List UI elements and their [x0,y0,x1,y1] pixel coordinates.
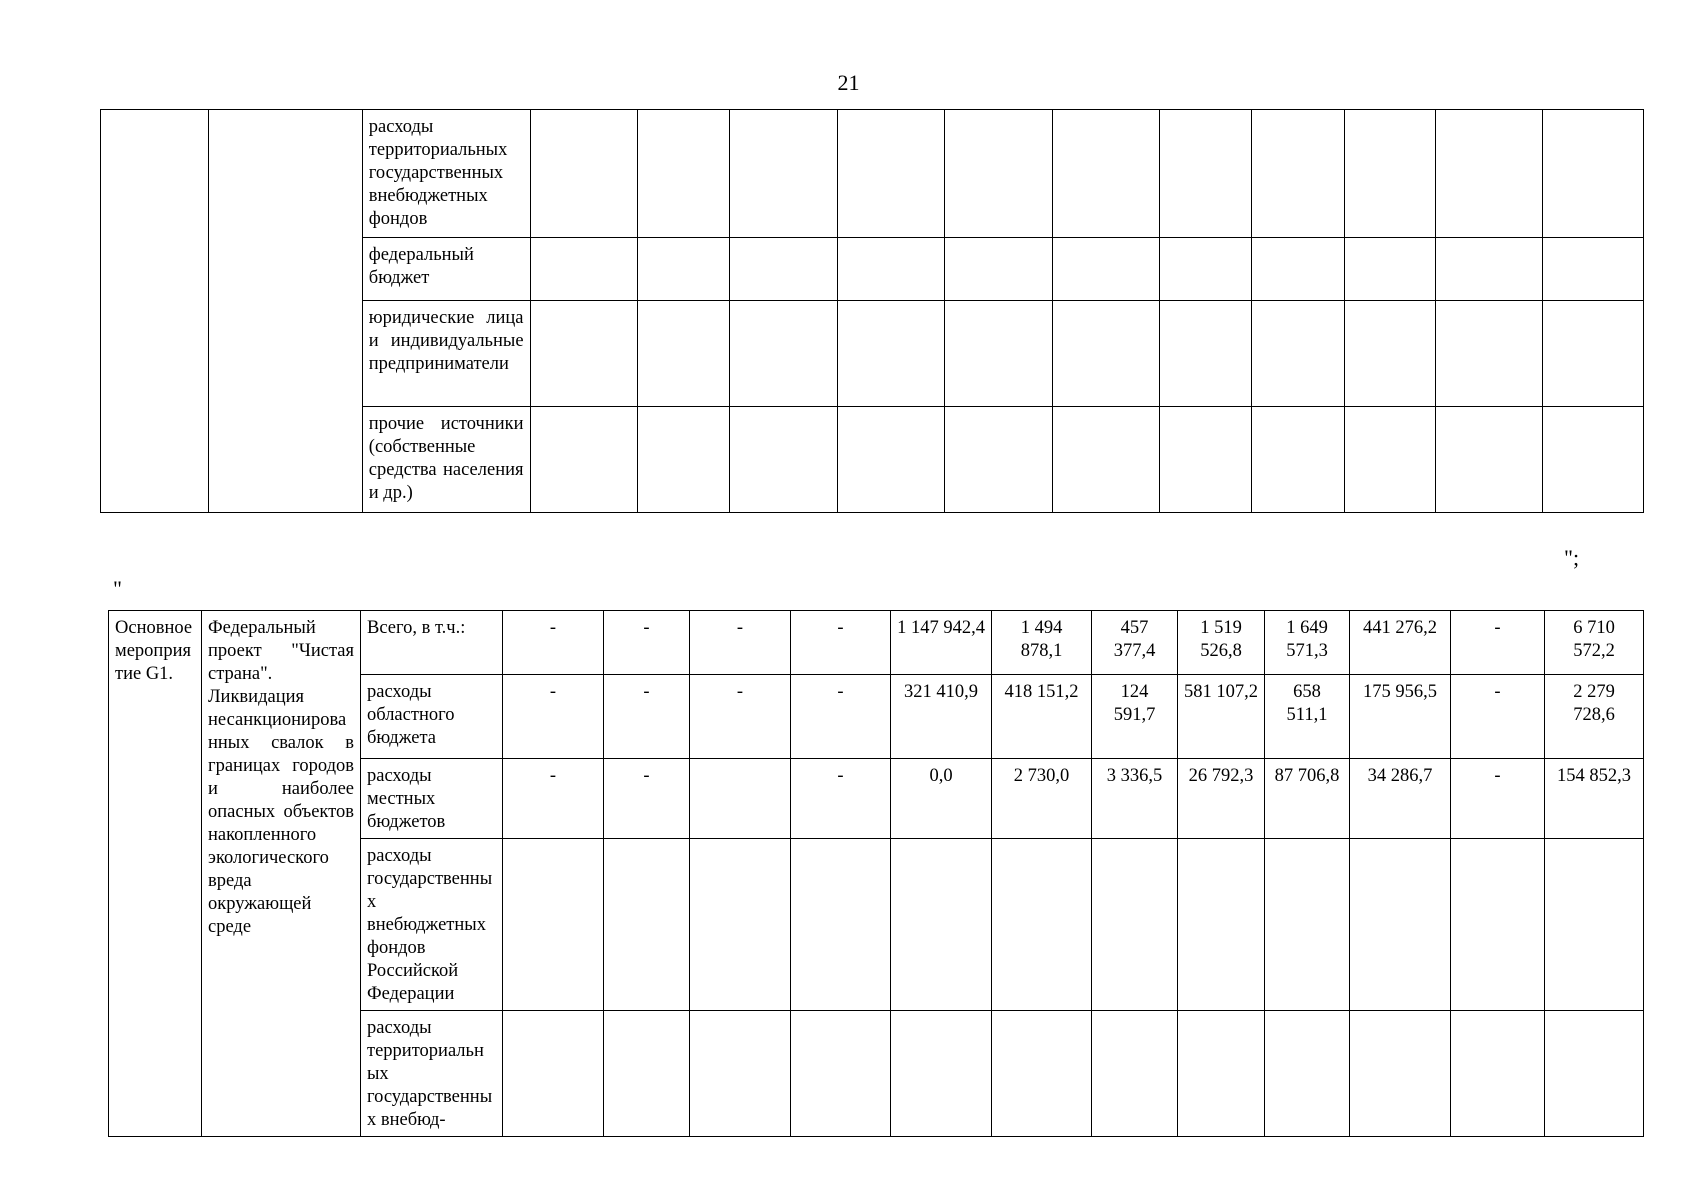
value-cell [530,301,638,407]
value-cell [945,301,1053,407]
value-cell [945,407,1053,513]
value-cell: - [690,675,791,759]
value-cell [1053,407,1160,513]
value-cell [1159,110,1251,238]
value-cell [1344,238,1435,301]
value-cell [1251,238,1344,301]
value-cell: 3 336,5 [1092,759,1178,839]
value-cell [690,1011,791,1137]
value-cell [945,238,1053,301]
funding-source-label: расходы государственных внебюджетных фондов Российской Федерации [361,839,503,1011]
value-cell: 1 649 571,3 [1265,611,1350,675]
value-cell [503,1011,604,1137]
value-cell [1251,301,1344,407]
table-row [109,611,1644,675]
value-cell: 321 410,9 [891,675,992,759]
value-cell: - [604,675,690,759]
value-cell [1543,301,1644,407]
value-cell [1265,839,1350,1011]
value-cell [530,407,638,513]
value-cell [1435,301,1543,407]
value-cell [1251,407,1344,513]
value-cell: 1 147 942,4 [891,611,992,675]
value-cell [1543,238,1644,301]
funding-source-label: расходы территориальных государственных внебюд- [361,1011,503,1137]
value-cell [1545,1011,1644,1137]
value-cell [838,238,945,301]
value-cell [791,1011,891,1137]
value-cell [1344,407,1435,513]
value-cell: - [503,759,604,839]
value-cell: - [503,611,604,675]
value-cell [503,839,604,1011]
opening-quote-mark: " [113,576,122,601]
value-cell: - [1451,611,1545,675]
funding-source-label: прочие источники (собственные средства населения и др.) [362,407,530,513]
value-cell [730,238,838,301]
value-cell [604,839,690,1011]
value-cell [638,238,730,301]
page-number: 21 [837,70,860,95]
value-cell [891,1011,992,1137]
value-cell [1178,839,1265,1011]
value-cell: 124 591,7 [1092,675,1178,759]
value-cell [1159,238,1251,301]
value-cell [1451,1011,1545,1137]
value-cell [992,1011,1092,1137]
value-cell [1092,839,1178,1011]
value-cell [1159,301,1251,407]
activity-cell: Основное мероприятие G1. [109,611,202,1137]
value-cell [1159,407,1251,513]
value-cell [730,407,838,513]
value-cell [791,839,891,1011]
project-cell [208,110,362,513]
activity-cell [101,110,209,513]
value-cell [838,110,945,238]
value-cell [1435,407,1543,513]
value-cell: 2 279 728,6 [1545,675,1644,759]
value-cell: - [604,611,690,675]
value-cell: - [791,759,891,839]
value-cell: 441 276,2 [1350,611,1451,675]
value-cell [838,407,945,513]
value-cell: 1 519 526,8 [1178,611,1265,675]
value-cell [638,110,730,238]
value-cell [1344,110,1435,238]
value-cell: - [1451,759,1545,839]
value-cell: - [604,759,690,839]
value-cell [1545,839,1644,1011]
value-cell [638,407,730,513]
value-cell [1053,238,1160,301]
value-cell: 418 151,2 [992,675,1092,759]
value-cell: - [1451,675,1545,759]
value-cell: 2 730,0 [992,759,1092,839]
funding-source-label: расходы местных бюджетов [361,759,503,839]
value-cell [1451,839,1545,1011]
value-cell: 658 511,1 [1265,675,1350,759]
value-cell [1350,839,1451,1011]
value-cell: 87 706,8 [1265,759,1350,839]
value-cell [992,839,1092,1011]
funding-source-label: юридические лица и индивидуальные предприниматели [362,301,530,407]
value-cell [1350,1011,1451,1137]
value-cell [604,1011,690,1137]
value-cell: 0,0 [891,759,992,839]
funding-source-label: федеральный бюджет [362,238,530,301]
value-cell: 154 852,3 [1545,759,1644,839]
value-cell: 34 286,7 [1350,759,1451,839]
value-cell [730,301,838,407]
value-cell [530,110,638,238]
value-cell: 1 494 878,1 [992,611,1092,675]
value-cell: - [791,675,891,759]
value-cell [1435,110,1543,238]
value-cell: 175 956,5 [1350,675,1451,759]
value-cell [1265,1011,1350,1137]
value-cell [1178,1011,1265,1137]
value-cell [638,301,730,407]
value-cell [730,110,838,238]
value-cell [1543,110,1644,238]
value-cell [690,839,791,1011]
value-cell [891,839,992,1011]
value-cell [1053,301,1160,407]
value-cell [945,110,1053,238]
funding-source-label: Всего, в т.ч.: [361,611,503,675]
continuation-table [100,109,1644,513]
value-cell: 457 377,4 [1092,611,1178,675]
value-cell [690,759,791,839]
value-cell: 26 792,3 [1178,759,1265,839]
closing-quote-mark: "; [1564,545,1580,570]
value-cell [1053,110,1160,238]
value-cell [530,238,638,301]
value-cell [838,301,945,407]
value-cell: - [791,611,891,675]
project-cell: Федеральный проект "Чистая страна". Ликвидация несанкционированных свалок в границах городов и наиболее опасных объектов накопленного экологического вреда окружающей среде [202,611,361,1137]
value-cell: 581 107,2 [1178,675,1265,759]
value-cell: 6 710 572,2 [1545,611,1644,675]
activity-table [108,610,1644,1137]
funding-source-label: расходы областного бюджета [361,675,503,759]
funding-source-label: расходы территориальных государственных внебюджетных фондов [362,110,530,238]
value-cell [1344,301,1435,407]
value-cell [1092,1011,1178,1137]
value-cell: - [503,675,604,759]
value-cell [1543,407,1644,513]
value-cell [1435,238,1543,301]
value-cell: - [690,611,791,675]
value-cell [1251,110,1344,238]
table-row [101,110,1644,238]
